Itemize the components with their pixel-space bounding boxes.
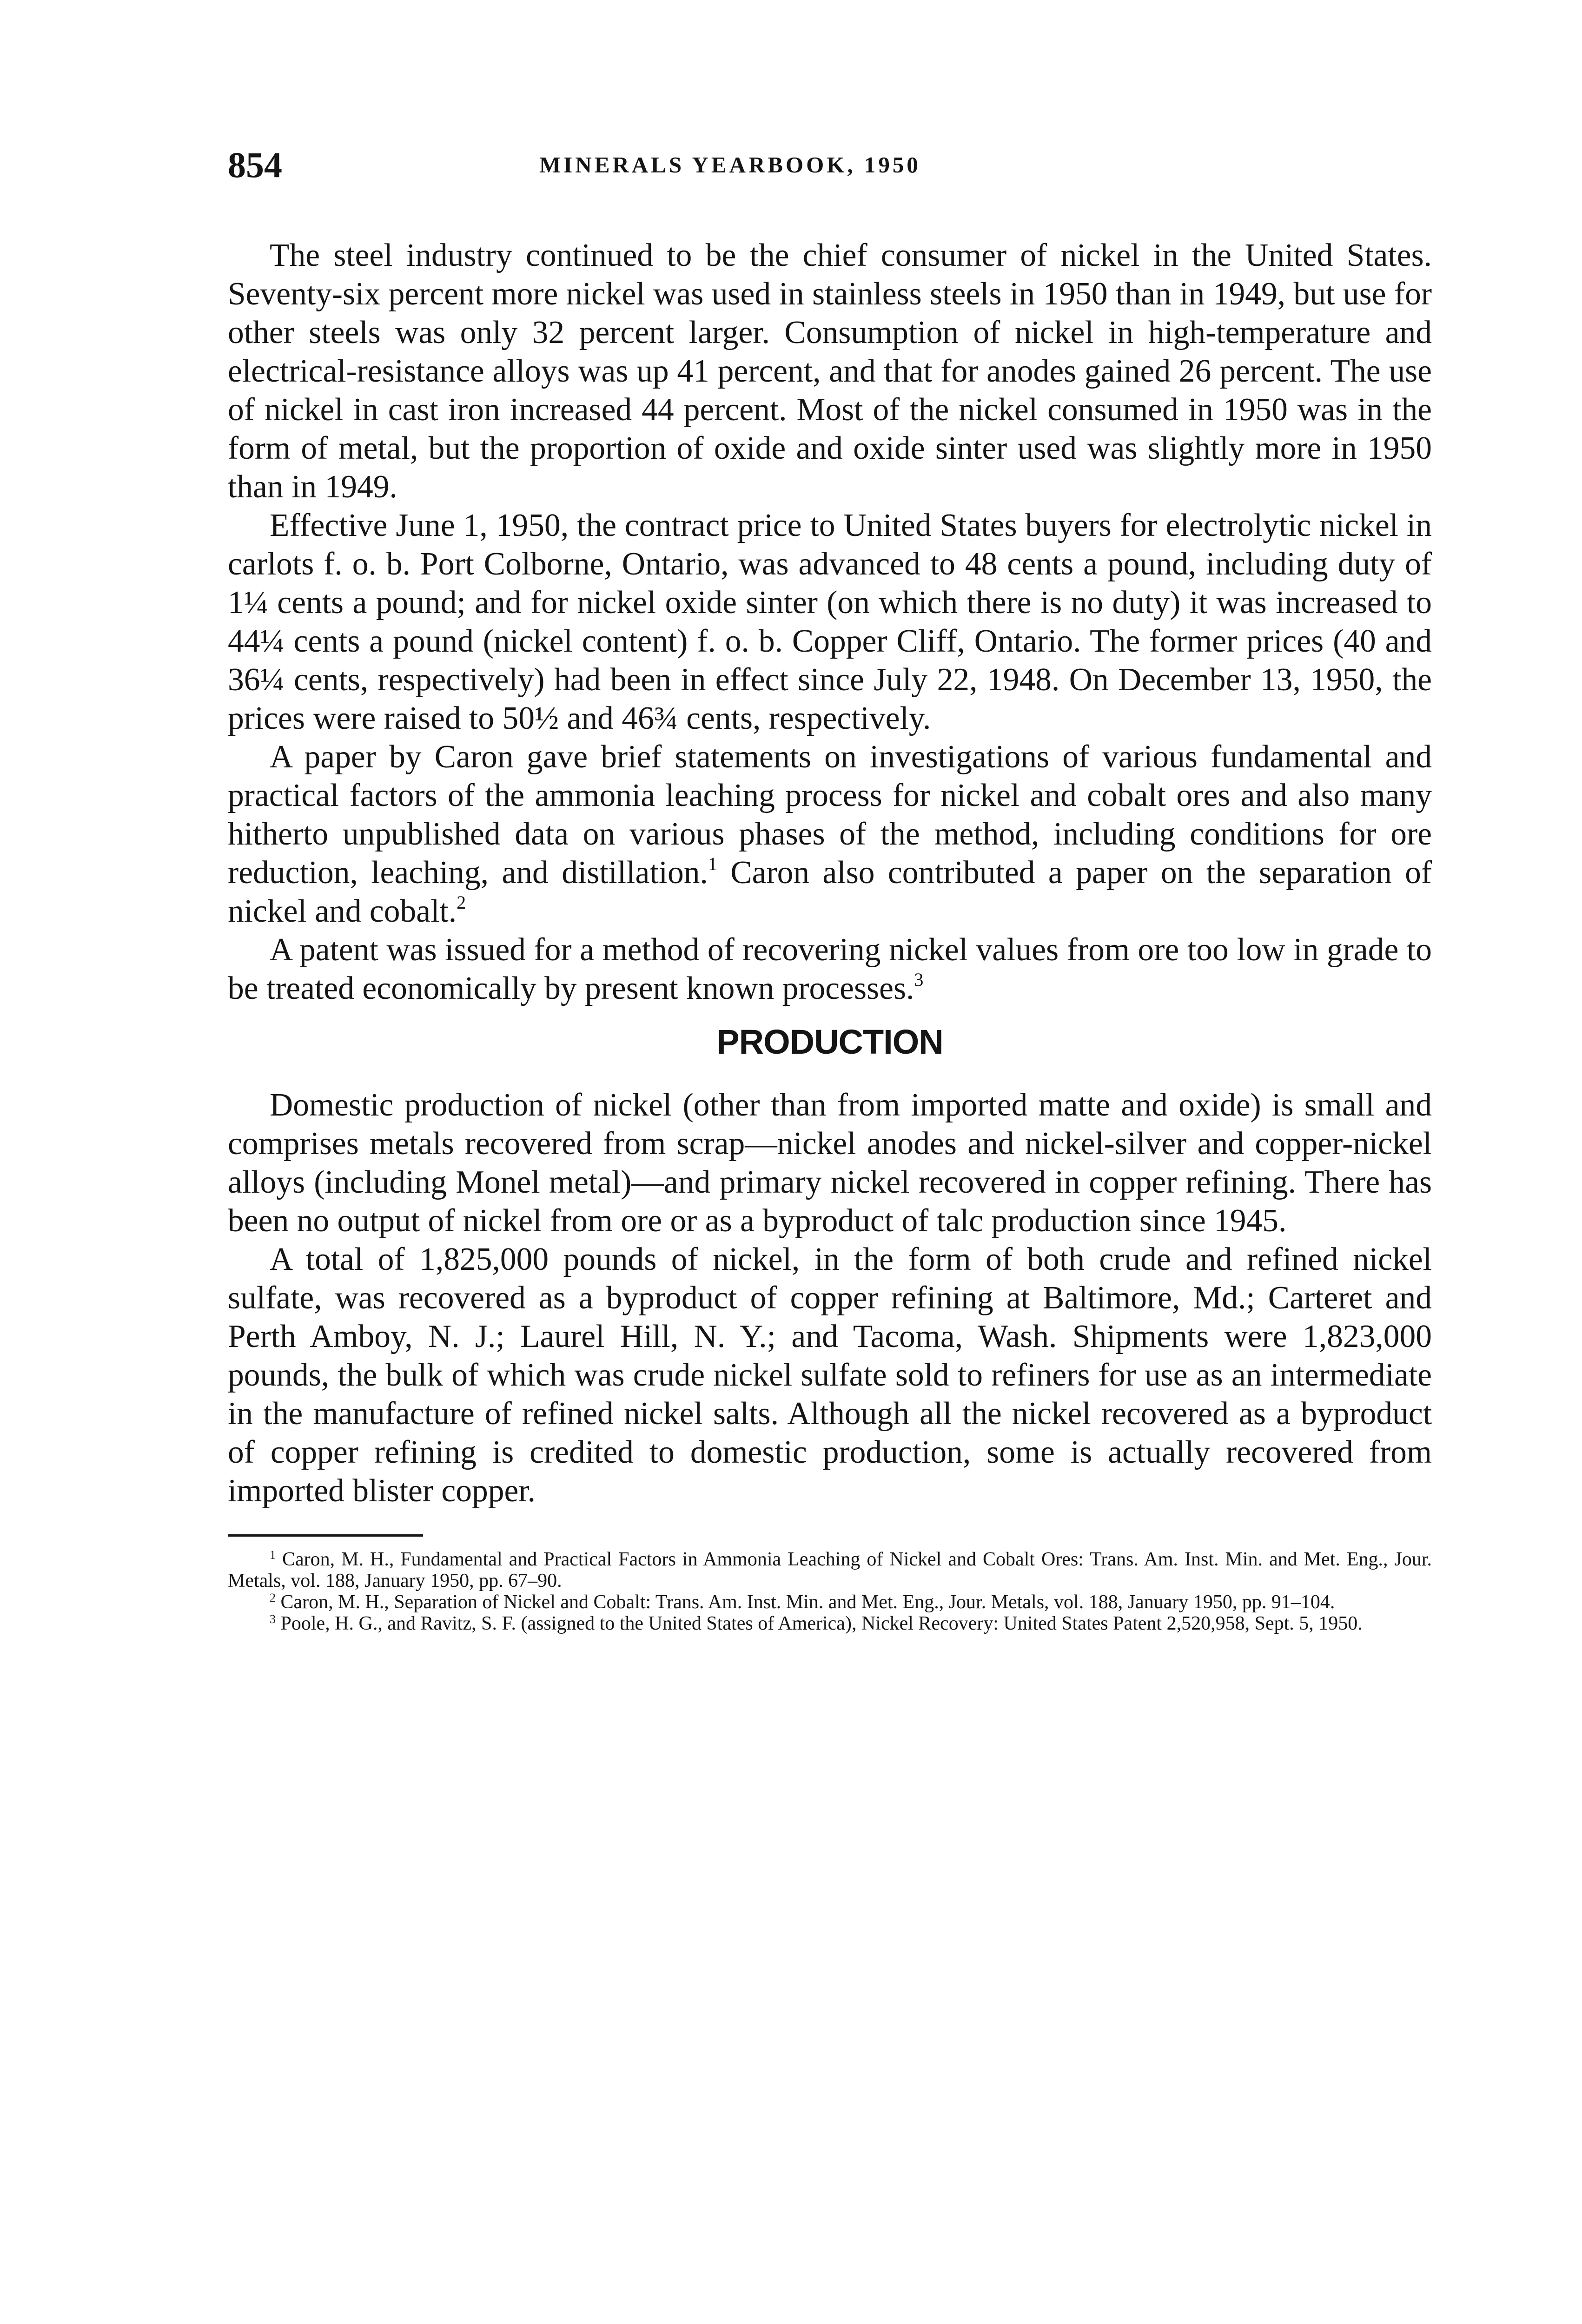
paragraph-patent bbox=[228, 931, 1432, 1008]
paragraph-byproduct-recovery: A total of 1,825,000 pounds of nickel, in the form of both crude and refined nickel sulfate, was recovered as a byproduct of copper refining at Baltimore, Md.; Carteret and Perth Amboy, N. J.; Laurel Hill, N. Y.; and Tacoma, Wash. Shipments were 1,823,000 pounds, the bulk of which was crude nickel sulfate sold to refiners for use as an intermediate in the manufacture of refined nickel salts. Although all the nickel recovered as a byproduct of copper refining is credited to domestic production, some is actually recovered from imported blister copper. bbox=[228, 1241, 1432, 1509]
footnote-mark: 3 bbox=[270, 1612, 276, 1626]
footnote-text: Caron, M. H., Fundamental and Practical Factors in Ammonia Leaching of Nickel and Cobalt Ores: Trans. Am. Inst. Min. and Met. Eng., Jour. Metals, vol. 188, January 1950, pp. 67–90. bbox=[228, 1549, 1432, 1591]
footnote-text: Poole, H. G., and Ravitz, S. F. (assigned to the United States of America), Nickel Recovery: United States Patent 2,520,958, Sept. 5, 1950. bbox=[276, 1613, 1363, 1634]
footnote-ref-3: 3 bbox=[914, 969, 924, 990]
paragraph-steel-industry: The steel industry continued to be the chief consumer of nickel in the United States. Seventy-six percent more nickel was used in stainless steels in 1950 than in 1949, but use for other steels was only 32 percent larger. Consumption of nickel in high-temperature and electrical-resistance alloys was up 41 percent, and that for anodes gained 26 percent. The use of nickel in cast iron increased 44 percent. Most of the nickel consumed in 1950 was in the form of metal, but the proportion of oxide and oxide sinter used was slightly more in 1950 than in 1949. bbox=[228, 238, 1432, 505]
footnote-divider bbox=[228, 1534, 423, 1537]
running-title: MINERALS YEARBOOK, 1950 bbox=[539, 152, 921, 178]
caron-paper-text: A paper by Caron gave brief statements on investigations of various fundamental and practical factors of the ammonia leaching process for nickel and cobalt ores and also many hitherto unpublished data on various phases of the method, including conditions for ore reduction, leaching, and distillation. bbox=[228, 739, 1432, 891]
running-header bbox=[228, 144, 1432, 186]
footnote-3 bbox=[228, 1613, 1432, 1634]
footnote-text: Caron, M. H., Separation of Nickel and Cobalt: Trans. Am. Inst. Min. and Met. Eng., Jour. Metals, vol. 188, January 1950, pp. 91–104. bbox=[276, 1591, 1335, 1613]
page-number: 854 bbox=[228, 145, 282, 185]
footnote-1 bbox=[228, 1549, 1432, 1591]
paragraph-domestic-production: Domestic production of nickel (other than from imported matte and oxide) is small and comprises metals recovered from scrap—nickel anodes and nickel-silver and copper-nickel alloys (including Monel metal)—and primary nickel recovered in copper refining. There has been no output of nickel from ore or as a byproduct of talc production since 1945. bbox=[228, 1087, 1432, 1239]
paragraph-caron-paper bbox=[228, 738, 1432, 931]
caron-paper-text-cont: Caron also contributed a paper on the separation of nickel and cobalt. bbox=[228, 855, 1432, 929]
footnote-mark: 1 bbox=[270, 1548, 276, 1562]
document-page bbox=[228, 144, 1432, 2236]
paragraph-contract-price: Effective June 1, 1950, the contract price to United States buyers for electrolytic nickel in carlots f. o. b. Port Colborne, Ontario, was advanced to 48 cents a pound, including duty of 1¼ cents a pound; and for nickel oxide sinter (on which there is no duty) it was increased to 44¼ cents a pound (nickel content) f. o. b. Copper Cliff, Ontario. The former prices (40 and 36¼ cents, respectively) had been in effect since July 22, 1948. On December 13, 1950, the prices were raised to 50½ and 46¾ cents, respectively. bbox=[228, 508, 1432, 736]
section-heading-production: PRODUCTION bbox=[716, 1023, 943, 1061]
footnote-mark: 2 bbox=[270, 1591, 276, 1604]
footnote-2 bbox=[228, 1591, 1432, 1613]
footnote-ref-2: 2 bbox=[457, 892, 466, 913]
footnote-ref-1: 1 bbox=[708, 853, 717, 874]
patent-text: A patent was issued for a method of recovering nickel values from ore too low in grade to be treated economically by present known processes. bbox=[228, 932, 1432, 1006]
